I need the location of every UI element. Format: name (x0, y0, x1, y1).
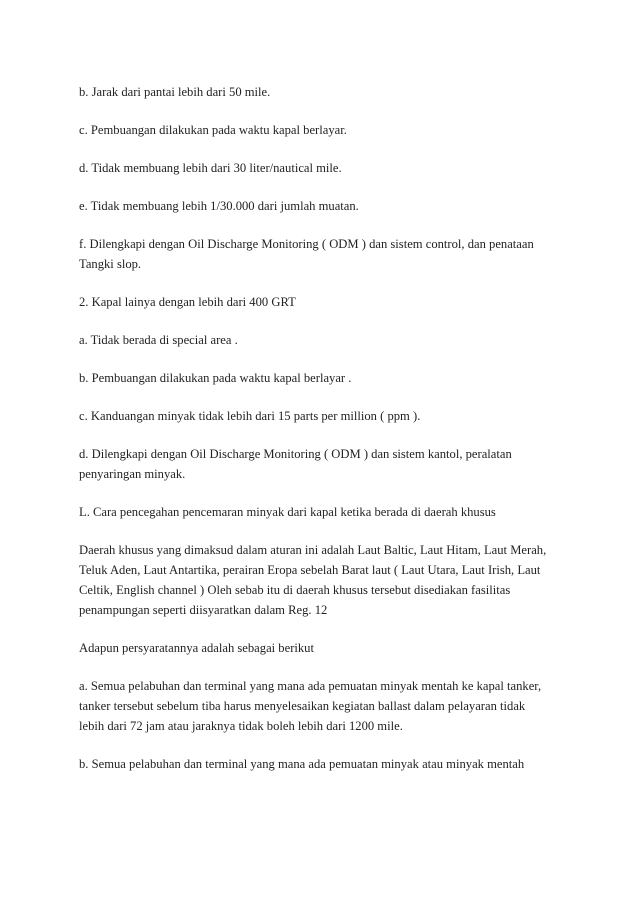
paragraph (79, 330, 569, 350)
text-line: b. Pembuangan dilakukan pada waktu kapal berlayar . (79, 371, 352, 385)
paragraph (79, 754, 569, 774)
text-line: penyaringan minyak. (79, 467, 186, 481)
document-body (79, 82, 569, 792)
text-line: penampungan seperti diisyaratkan dalam Reg. 12 (79, 603, 328, 617)
text-line: c. Pembuangan dilakukan pada waktu kapal berlayar. (79, 123, 347, 137)
text-line: d. Tidak membuang lebih dari 30 liter/nautical mile. (79, 161, 342, 175)
text-line: L. Cara pencegahan pencemaran minyak dari kapal ketika berada di daerah khusus (79, 505, 496, 519)
text-line: lebih dari 72 jam atau jaraknya tidak boleh lebih dari 1200 mile. (79, 719, 403, 733)
text-line: d. Dilengkapi dengan Oil Discharge Monitoring ( ODM ) dan sistem kantol, peralatan (79, 447, 512, 461)
text-line: Celtik, English channel ) Oleh sebab itu di daerah khusus tersebut disediakan fasilitas (79, 583, 511, 597)
paragraph (79, 638, 569, 658)
paragraph (79, 502, 569, 522)
paragraph (79, 676, 569, 736)
text-line: Teluk Aden, Laut Antartika, perairan Eropa sebelah Barat laut ( Laut Utara, Laut Irish, Laut (79, 563, 541, 577)
text-line: Adapun persyaratannya adalah sebagai berikut (79, 641, 314, 655)
paragraph (79, 368, 569, 388)
text-line: c. Kanduangan minyak tidak lebih dari 15 parts per million ( ppm ). (79, 409, 421, 423)
paragraph (79, 120, 569, 140)
text-line: b. Semua pelabuhan dan terminal yang mana ada pemuatan minyak atau minyak mentah (79, 757, 525, 771)
text-line: f. Dilengkapi dengan Oil Discharge Monitoring ( ODM ) dan sistem control, dan penataan (79, 237, 534, 251)
paragraph (79, 234, 569, 274)
paragraph (79, 444, 569, 484)
paragraph (79, 82, 569, 102)
paragraph (79, 292, 569, 312)
text-line: Tangki slop. (79, 257, 142, 271)
text-line: a. Tidak berada di special area . (79, 333, 238, 347)
text-line: 2. Kapal lainya dengan lebih dari 400 GRT (79, 295, 296, 309)
text-line: tanker tersebut sebelum tiba harus menyelesaikan kegiatan ballast dalam pelayaran tidak (79, 699, 526, 713)
paragraph (79, 196, 569, 216)
text-line: Daerah khusus yang dimaksud dalam aturan ini adalah Laut Baltic, Laut Hitam, Laut Merah, (79, 543, 547, 557)
text-line: b. Jarak dari pantai lebih dari 50 mile. (79, 85, 271, 99)
paragraph (79, 406, 569, 426)
text-line: e. Tidak membuang lebih 1/30.000 dari jumlah muatan. (79, 199, 359, 213)
paragraph (79, 158, 569, 178)
paragraph (79, 540, 569, 620)
text-line: a. Semua pelabuhan dan terminal yang mana ada pemuatan minyak mentah ke kapal tanker, (79, 679, 542, 693)
